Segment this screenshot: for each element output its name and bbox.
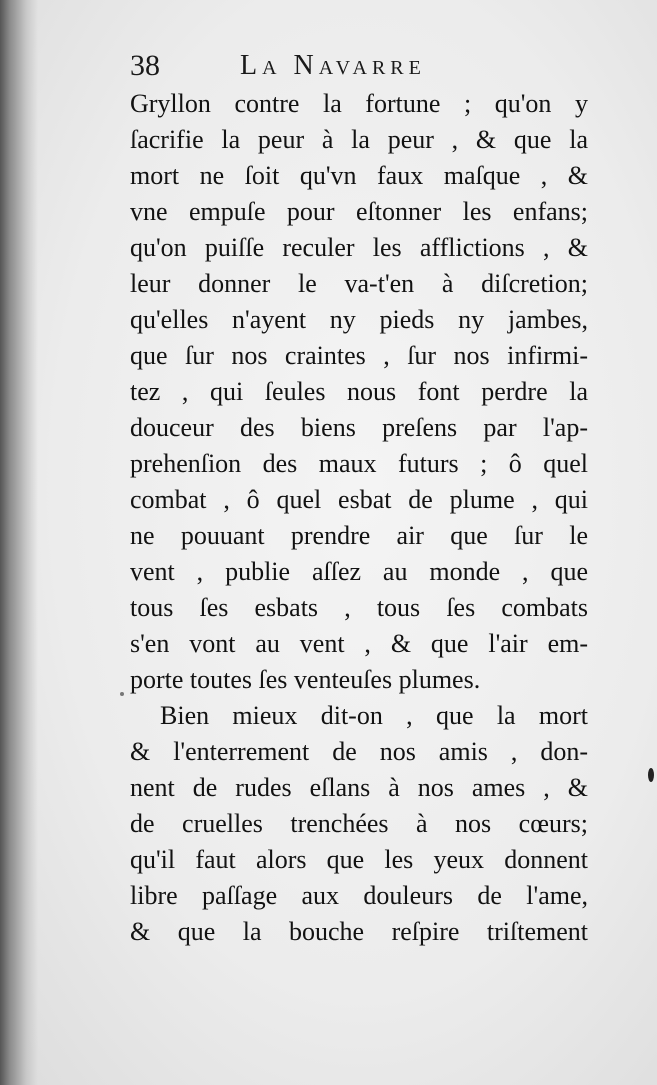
text-line: s'en vont au vent , & que l'air em- — [130, 629, 588, 658]
text-line: qu'on puiſſe reculer les afflictions , & — [130, 233, 588, 262]
text-line: leur donner le va-t'en à diſcretion; — [130, 269, 588, 298]
ink-speck — [120, 692, 124, 696]
page-header — [130, 46, 590, 86]
text-line: & que la bouche reſpire triſtement — [130, 917, 588, 946]
text-line: prehenſion des maux futurs ; ô quel — [130, 449, 588, 478]
text-line: nent de rudes eſlans à nos ames , & — [130, 773, 588, 802]
text-line: qu'il faut alors que les yeux donnent — [130, 845, 588, 874]
text-line: libre paſſage aux douleurs de l'ame, — [130, 881, 588, 910]
text-line: tez , qui ſeules nous font perdre la — [130, 377, 588, 406]
ink-speck — [648, 768, 654, 782]
text-line: Gryllon contre la fortune ; qu'on y — [130, 89, 588, 118]
text-line: vent , publie aſſez au monde , que — [130, 557, 588, 586]
page-gutter-shadow — [0, 0, 38, 1085]
running-head: La Navarre — [240, 50, 426, 81]
text-line: qu'elles n'ayent ny pieds ny jambes, — [130, 305, 588, 334]
body-text — [130, 86, 588, 950]
text-line: porte toutes ſes venteuſes plumes. — [130, 665, 481, 694]
page-number: 38 — [130, 49, 160, 82]
text-line: & l'enterrement de nos amis , don- — [130, 737, 588, 766]
text-line: Bien mieux dit-on , que la mort — [160, 701, 588, 730]
text-line: vne empuſe pour eſtonner les enfans; — [130, 197, 588, 226]
text-line: mort ne ſoit qu'vn faux maſque , & — [130, 161, 588, 190]
text-line: douceur des biens preſens par l'ap- — [130, 413, 588, 442]
text-line: de cruelles trenchées à nos cœurs; — [130, 809, 588, 838]
text-line: que ſur nos craintes , ſur nos infirmi- — [130, 341, 588, 370]
text-line: ſacrifie la peur à la peur , & que la — [130, 125, 588, 154]
text-line: tous ſes esbats , tous ſes combats — [130, 593, 588, 622]
text-line: ne pouuant prendre air que ſur le — [130, 521, 588, 550]
text-line: combat , ô quel esbat de plume , qui — [130, 485, 588, 514]
